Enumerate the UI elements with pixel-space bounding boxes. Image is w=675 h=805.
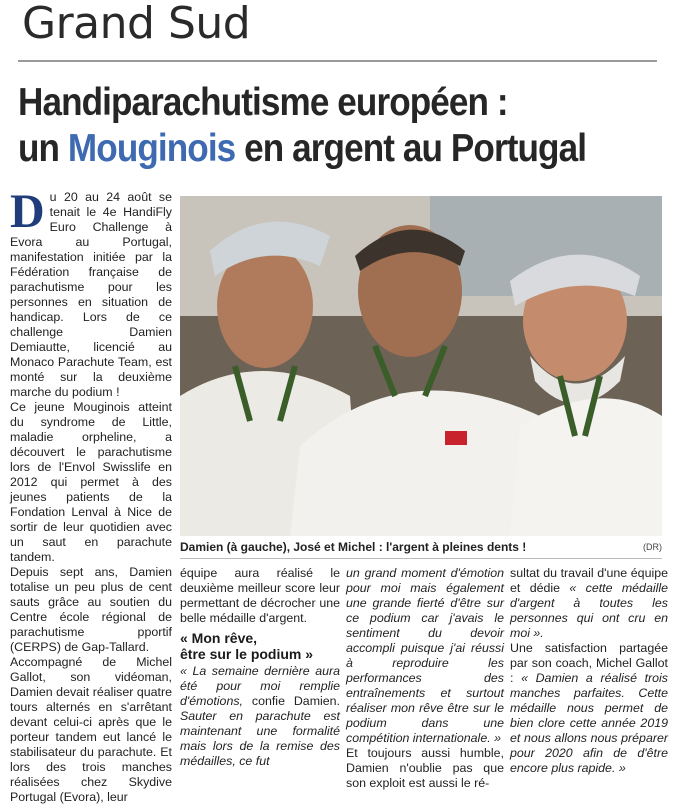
headline-prefix: un (18, 127, 68, 170)
photo-caption: Damien (à gauche), José et Michel : l'argent à pleines dents ! (180, 540, 527, 554)
paragraph (510, 641, 668, 776)
paragraph: équipe aura réalisé le deuxième meilleur score leur permettant de décrocher une belle médaille d'argent. (180, 566, 340, 625)
paragraph: Ce jeune Mouginois atteint du syndrome de Little, maladie orpheline, a découvert le parachutisme lors de l'Envol Swisslife en 2012 qui permet à des jeunes patients de la Fondation Lenval à Nice de sortir de leur quotidien avec un saut en parachute tandem. (10, 400, 172, 564)
article-column-4 (510, 566, 668, 776)
header-rule (18, 60, 657, 62)
quote-text: « La semaine dernière aura été pour moi remplie d'émotions, (180, 664, 340, 708)
paragraph-text: sultat du travail d'une équipe et dédie (510, 566, 668, 595)
quote-text: « Damien a réalisé trois manches parfaites. Cette médaille nous permet de bien clore cette année 2019 et nous allons nous préparer pour 2020 afin de d'être encore plus rapide. » (510, 671, 668, 775)
subheading-line-2: être sur le podium » (180, 646, 314, 662)
subheading (180, 630, 340, 662)
quote-text: Sauter en parachute est maintenant une formalité mais lors de la remise des médailles, ce fut (180, 709, 340, 768)
attribution-text: confie Damien. (251, 694, 340, 708)
headline-suffix: en argent au Portugal (235, 127, 587, 170)
drop-cap: D (10, 185, 45, 238)
quote-text: « cette médaille d'argent à toutes les personnes qui ont cru en moi ». (510, 581, 668, 640)
caption-rule (180, 558, 662, 559)
article-column-3 (346, 566, 504, 791)
headline-highlight: Mouginois (67, 127, 236, 170)
lead-paragraph (10, 185, 172, 400)
article-column-2 (180, 566, 340, 769)
paragraph: Depuis sept ans, Damien totalise un peu plus de cent sauts grâce au soutien du Centre école régional de parachutisme pportif (CERPS) de Gap-Tallard. (10, 565, 172, 654)
subheading-line-1: « Mon rêve, (180, 630, 258, 646)
paragraph: Et toujours aussi humble, Damien n'oublie pas que son exploit est aussi le ré- (346, 746, 504, 790)
photo-credit: (DR) (643, 542, 662, 552)
quote-paragraph (180, 664, 340, 769)
article-column-1 (10, 185, 172, 805)
paragraph (510, 566, 668, 641)
paragraph-text: Une satisfaction partagée par son coach, Michel Gallot : (510, 641, 668, 685)
article-headline (18, 80, 603, 172)
headline-line-1: Handiparachutisme européen : (18, 81, 508, 124)
section-title: Grand Sud (22, 0, 251, 49)
paragraph: Accompagné de Michel Gallot, son vidéoman, Damien devait réaliser quatre tours alternés en s'arrêtant devant celui-ci après que le porteur tandem eut lancé le stabilisateur du parachute. Et lors des trois manches réalisées chez Skydive Portugal (Evora), leur (10, 655, 172, 804)
lead-text: u 20 au 24 août se tenait le 4e HandiFly Euro Challenge à Evora au Portugal, manifestation initiée par la Fédération française de parachutisme pour les personnes en situation de handicap. Lors de ce challenge Damien Demiautte, licencié au Monaco Parachute Team, est monté sur la deuxième marche du podium ! (10, 190, 172, 399)
quote-paragraph: un grand moment d'émotion pour moi mais également une grande fierté d'être sur ce podium car j'avais le sentiment du devoir accompli puisque j'ai réussi à reproduire les performances des entraînements et surtout réaliser mon rêve être sur le podium dans une compétition internationale. » (346, 566, 504, 745)
photo-illustration (180, 196, 662, 536)
article-photo (180, 196, 662, 536)
headline-line-2 (18, 126, 603, 172)
